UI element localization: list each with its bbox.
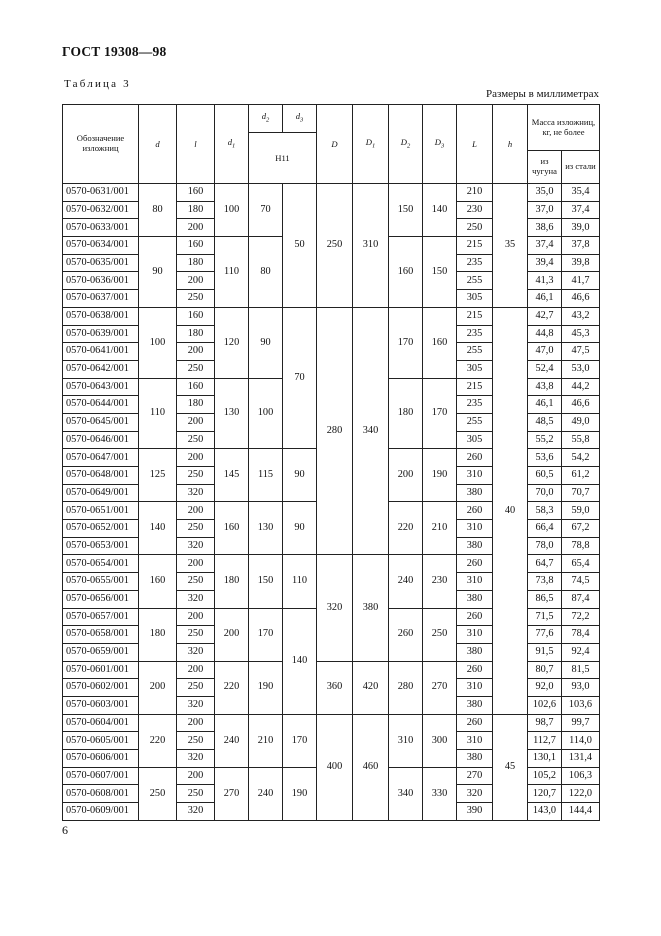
cell-mass-iron: 78,0 bbox=[528, 537, 562, 555]
col-header-d1: $d_1$ bbox=[215, 105, 249, 184]
cell-L: 390 bbox=[457, 803, 493, 821]
cell-D: 280 bbox=[317, 307, 353, 555]
cell-L: 255 bbox=[457, 343, 493, 361]
cell-mass-iron: 42,7 bbox=[528, 307, 562, 325]
cell-designation: 0570-0603/001 bbox=[63, 696, 139, 714]
cell-mass-iron: 86,5 bbox=[528, 590, 562, 608]
cell-l: 250 bbox=[177, 290, 215, 308]
cell-d1: 100 bbox=[215, 184, 249, 237]
cell-l: 320 bbox=[177, 484, 215, 502]
col-header-D3: $D_3$ bbox=[423, 105, 457, 184]
cell-mass-steel: 54,2 bbox=[562, 449, 600, 467]
cell-mass-steel: 46,6 bbox=[562, 396, 600, 414]
cell-d3: 90 bbox=[283, 502, 317, 555]
cell-l: 180 bbox=[177, 201, 215, 219]
cell-L: 310 bbox=[457, 467, 493, 485]
cell-D: 320 bbox=[317, 555, 353, 661]
cell-l: 250 bbox=[177, 679, 215, 697]
cell-mass-steel: 72,2 bbox=[562, 608, 600, 626]
cell-designation: 0570-0659/001 bbox=[63, 643, 139, 661]
cell-d2: 130 bbox=[249, 502, 283, 555]
cell-D2: 150 bbox=[389, 184, 423, 237]
cell-designation: 0570-0648/001 bbox=[63, 467, 139, 485]
cell-D2: 170 bbox=[389, 307, 423, 378]
cell-designation: 0570-0606/001 bbox=[63, 750, 139, 768]
cell-l: 250 bbox=[177, 431, 215, 449]
cell-D1: 310 bbox=[353, 184, 389, 308]
cell-mass-steel: 131,4 bbox=[562, 750, 600, 768]
cell-mass-iron: 71,5 bbox=[528, 608, 562, 626]
cell-designation: 0570-0647/001 bbox=[63, 449, 139, 467]
cell-D3: 150 bbox=[423, 237, 457, 308]
cell-mass-iron: 52,4 bbox=[528, 360, 562, 378]
cell-D3: 210 bbox=[423, 502, 457, 555]
cell-L: 270 bbox=[457, 767, 493, 785]
cell-d2: 190 bbox=[249, 661, 283, 714]
cell-d1: 200 bbox=[215, 608, 249, 661]
cell-d2: 115 bbox=[249, 449, 283, 502]
col-header-D2: $D_2$ bbox=[389, 105, 423, 184]
cell-designation: 0570-0638/001 bbox=[63, 307, 139, 325]
cell-l: 250 bbox=[177, 785, 215, 803]
cell-D2: 310 bbox=[389, 714, 423, 767]
col-header-h: h bbox=[493, 105, 528, 184]
cell-D: 250 bbox=[317, 184, 353, 308]
cell-D2: 240 bbox=[389, 555, 423, 608]
cell-mass-iron: 60,5 bbox=[528, 467, 562, 485]
cell-D2: 280 bbox=[389, 661, 423, 714]
cell-mass-iron: 48,5 bbox=[528, 413, 562, 431]
cell-mass-steel: 37,4 bbox=[562, 201, 600, 219]
cell-mass-iron: 130,1 bbox=[528, 750, 562, 768]
cell-mass-steel: 99,7 bbox=[562, 714, 600, 732]
col-header-tolerance: H11 bbox=[249, 133, 317, 184]
cell-d1: 270 bbox=[215, 767, 249, 820]
cell-D3: 230 bbox=[423, 555, 457, 608]
cell-L: 310 bbox=[457, 679, 493, 697]
cell-l: 160 bbox=[177, 307, 215, 325]
cell-d1: 120 bbox=[215, 307, 249, 378]
cell-designation: 0570-0645/001 bbox=[63, 413, 139, 431]
cell-L: 260 bbox=[457, 555, 493, 573]
cell-l: 200 bbox=[177, 413, 215, 431]
cell-l: 250 bbox=[177, 573, 215, 591]
cell-d: 250 bbox=[139, 767, 177, 820]
cell-l: 180 bbox=[177, 396, 215, 414]
cell-designation: 0570-0642/001 bbox=[63, 360, 139, 378]
cell-d2: 70 bbox=[249, 184, 283, 237]
cell-designation: 0570-0635/001 bbox=[63, 254, 139, 272]
cell-L: 235 bbox=[457, 254, 493, 272]
cell-D3: 330 bbox=[423, 767, 457, 820]
cell-mass-iron: 92,0 bbox=[528, 679, 562, 697]
cell-mass-steel: 70,7 bbox=[562, 484, 600, 502]
cell-designation: 0570-0605/001 bbox=[63, 732, 139, 750]
col-header-L: L bbox=[457, 105, 493, 184]
cell-mass-iron: 80,7 bbox=[528, 661, 562, 679]
cell-L: 380 bbox=[457, 537, 493, 555]
cell-L: 260 bbox=[457, 714, 493, 732]
cell-l: 320 bbox=[177, 750, 215, 768]
cell-l: 320 bbox=[177, 590, 215, 608]
cell-d1: 110 bbox=[215, 237, 249, 308]
cell-L: 230 bbox=[457, 201, 493, 219]
col-header-mass: Масса изложниц, кг, не более bbox=[528, 105, 600, 151]
cell-l: 200 bbox=[177, 608, 215, 626]
cell-designation: 0570-0651/001 bbox=[63, 502, 139, 520]
cell-designation: 0570-0631/001 bbox=[63, 184, 139, 202]
cell-d2: 170 bbox=[249, 608, 283, 661]
cell-d3: 50 bbox=[283, 184, 317, 308]
cell-d2: 100 bbox=[249, 378, 283, 449]
cell-D3: 160 bbox=[423, 307, 457, 378]
cell-mass-steel: 122,0 bbox=[562, 785, 600, 803]
col-header-d3: $d_3$ bbox=[283, 105, 317, 133]
cell-d3: 170 bbox=[283, 714, 317, 767]
cell-L: 250 bbox=[457, 219, 493, 237]
cell-designation: 0570-0637/001 bbox=[63, 290, 139, 308]
cell-d2: 80 bbox=[249, 237, 283, 308]
cell-L: 310 bbox=[457, 732, 493, 750]
cell-L: 255 bbox=[457, 413, 493, 431]
cell-designation: 0570-0652/001 bbox=[63, 520, 139, 538]
cell-L: 210 bbox=[457, 184, 493, 202]
cell-D2: 220 bbox=[389, 502, 423, 555]
cell-mass-steel: 35,4 bbox=[562, 184, 600, 202]
cell-l: 200 bbox=[177, 555, 215, 573]
cell-h: 35 bbox=[493, 184, 528, 308]
cell-mass-iron: 37,0 bbox=[528, 201, 562, 219]
cell-d: 140 bbox=[139, 502, 177, 555]
cell-mass-steel: 106,3 bbox=[562, 767, 600, 785]
cell-l: 200 bbox=[177, 714, 215, 732]
cell-l: 250 bbox=[177, 732, 215, 750]
cell-L: 235 bbox=[457, 325, 493, 343]
page-number: 6 bbox=[62, 823, 68, 837]
cell-d1: 145 bbox=[215, 449, 249, 502]
cell-D2: 160 bbox=[389, 237, 423, 308]
table-row bbox=[63, 184, 600, 202]
cell-mass-iron: 47,0 bbox=[528, 343, 562, 361]
cell-D2: 340 bbox=[389, 767, 423, 820]
cell-mass-steel: 49,0 bbox=[562, 413, 600, 431]
col-header-D: D bbox=[317, 105, 353, 184]
cell-designation: 0570-0634/001 bbox=[63, 237, 139, 255]
cell-mass-iron: 98,7 bbox=[528, 714, 562, 732]
cell-l: 250 bbox=[177, 520, 215, 538]
cell-designation: 0570-0608/001 bbox=[63, 785, 139, 803]
cell-D1: 420 bbox=[353, 661, 389, 714]
cell-L: 380 bbox=[457, 590, 493, 608]
cell-L: 380 bbox=[457, 643, 493, 661]
document-header: ГОСТ 19308—98 bbox=[62, 44, 167, 59]
cell-mass-iron: 38,6 bbox=[528, 219, 562, 237]
cell-l: 200 bbox=[177, 343, 215, 361]
cell-l: 200 bbox=[177, 219, 215, 237]
cell-designation: 0570-0653/001 bbox=[63, 537, 139, 555]
col-header-l: l bbox=[177, 105, 215, 184]
cell-mass-iron: 143,0 bbox=[528, 803, 562, 821]
cell-d1: 180 bbox=[215, 555, 249, 608]
cell-designation: 0570-0656/001 bbox=[63, 590, 139, 608]
cell-D3: 300 bbox=[423, 714, 457, 767]
cell-mass-iron: 77,6 bbox=[528, 626, 562, 644]
cell-mass-steel: 53,0 bbox=[562, 360, 600, 378]
cell-L: 255 bbox=[457, 272, 493, 290]
cell-designation: 0570-0644/001 bbox=[63, 396, 139, 414]
units-note: Размеры в миллиметрах bbox=[486, 88, 599, 100]
table-row bbox=[63, 307, 600, 325]
cell-l: 250 bbox=[177, 626, 215, 644]
cell-mass-iron: 41,3 bbox=[528, 272, 562, 290]
cell-d3: 140 bbox=[283, 608, 317, 714]
cell-mass-steel: 45,3 bbox=[562, 325, 600, 343]
cell-d1: 130 bbox=[215, 378, 249, 449]
cell-L: 310 bbox=[457, 520, 493, 538]
cell-D: 400 bbox=[317, 714, 353, 820]
cell-d: 180 bbox=[139, 608, 177, 661]
table-title: Таблица 3 bbox=[64, 78, 131, 90]
cell-l: 320 bbox=[177, 643, 215, 661]
cell-d2: 90 bbox=[249, 307, 283, 378]
cell-l: 320 bbox=[177, 803, 215, 821]
cell-mass-steel: 74,5 bbox=[562, 573, 600, 591]
cell-mass-steel: 39,0 bbox=[562, 219, 600, 237]
cell-d: 220 bbox=[139, 714, 177, 767]
cell-mass-iron: 70,0 bbox=[528, 484, 562, 502]
cell-D2: 260 bbox=[389, 608, 423, 661]
cell-mass-iron: 120,7 bbox=[528, 785, 562, 803]
table-row bbox=[63, 714, 600, 732]
cell-D3: 140 bbox=[423, 184, 457, 237]
cell-mass-steel: 114,0 bbox=[562, 732, 600, 750]
cell-mass-steel: 81,5 bbox=[562, 661, 600, 679]
cell-d: 160 bbox=[139, 555, 177, 608]
cell-L: 260 bbox=[457, 449, 493, 467]
cell-mass-steel: 93,0 bbox=[562, 679, 600, 697]
cell-mass-iron: 46,1 bbox=[528, 290, 562, 308]
cell-d2: 210 bbox=[249, 714, 283, 767]
cell-l: 200 bbox=[177, 272, 215, 290]
cell-designation: 0570-0636/001 bbox=[63, 272, 139, 290]
cell-L: 215 bbox=[457, 307, 493, 325]
cell-d: 200 bbox=[139, 661, 177, 714]
cell-L: 380 bbox=[457, 750, 493, 768]
cell-l: 250 bbox=[177, 467, 215, 485]
cell-d: 125 bbox=[139, 449, 177, 502]
cell-designation: 0570-0643/001 bbox=[63, 378, 139, 396]
cell-L: 380 bbox=[457, 484, 493, 502]
table-body bbox=[63, 184, 600, 821]
cell-mass-steel: 47,5 bbox=[562, 343, 600, 361]
cell-mass-steel: 41,7 bbox=[562, 272, 600, 290]
cell-l: 200 bbox=[177, 449, 215, 467]
col-header-mass-iron: из чугуна bbox=[528, 151, 562, 184]
cell-L: 305 bbox=[457, 360, 493, 378]
cell-mass-steel: 37,8 bbox=[562, 237, 600, 255]
cell-mass-steel: 44,2 bbox=[562, 378, 600, 396]
cell-L: 310 bbox=[457, 573, 493, 591]
cell-D2: 200 bbox=[389, 449, 423, 502]
col-header-mass-steel: из стали bbox=[562, 151, 600, 184]
cell-D3: 270 bbox=[423, 661, 457, 714]
cell-D1: 340 bbox=[353, 307, 389, 555]
cell-l: 320 bbox=[177, 696, 215, 714]
cell-designation: 0570-0646/001 bbox=[63, 431, 139, 449]
cell-designation: 0570-0609/001 bbox=[63, 803, 139, 821]
cell-D3: 170 bbox=[423, 378, 457, 449]
cell-L: 305 bbox=[457, 431, 493, 449]
cell-L: 215 bbox=[457, 237, 493, 255]
cell-mass-steel: 61,2 bbox=[562, 467, 600, 485]
cell-mass-steel: 78,8 bbox=[562, 537, 600, 555]
cell-d2: 240 bbox=[249, 767, 283, 820]
cell-L: 235 bbox=[457, 396, 493, 414]
col-header-d: d bbox=[139, 105, 177, 184]
cell-designation: 0570-0632/001 bbox=[63, 201, 139, 219]
cell-mass-iron: 73,8 bbox=[528, 573, 562, 591]
cell-l: 160 bbox=[177, 237, 215, 255]
cell-designation: 0570-0601/001 bbox=[63, 661, 139, 679]
cell-designation: 0570-0649/001 bbox=[63, 484, 139, 502]
cell-l: 200 bbox=[177, 661, 215, 679]
col-header-designation: Обозначение изложниц bbox=[63, 105, 139, 184]
cell-mass-steel: 43,2 bbox=[562, 307, 600, 325]
cell-mass-iron: 91,5 bbox=[528, 643, 562, 661]
cell-L: 260 bbox=[457, 661, 493, 679]
cell-L: 260 bbox=[457, 502, 493, 520]
cell-d3: 90 bbox=[283, 449, 317, 502]
cell-mass-steel: 55,8 bbox=[562, 431, 600, 449]
cell-l: 200 bbox=[177, 767, 215, 785]
col-header-d2: $d_2$ bbox=[249, 105, 283, 133]
cell-mass-iron: 112,7 bbox=[528, 732, 562, 750]
cell-D3: 250 bbox=[423, 608, 457, 661]
cell-L: 380 bbox=[457, 696, 493, 714]
cell-mass-iron: 64,7 bbox=[528, 555, 562, 573]
cell-designation: 0570-0641/001 bbox=[63, 343, 139, 361]
cell-L: 310 bbox=[457, 626, 493, 644]
cell-mass-iron: 102,6 bbox=[528, 696, 562, 714]
cell-designation: 0570-0655/001 bbox=[63, 573, 139, 591]
cell-mass-iron: 39,4 bbox=[528, 254, 562, 272]
cell-designation: 0570-0602/001 bbox=[63, 679, 139, 697]
cell-l: 160 bbox=[177, 184, 215, 202]
cell-d1: 220 bbox=[215, 661, 249, 714]
cell-mass-steel: 67,2 bbox=[562, 520, 600, 538]
cell-mass-steel: 59,0 bbox=[562, 502, 600, 520]
cell-l: 200 bbox=[177, 502, 215, 520]
cell-d3: 110 bbox=[283, 555, 317, 608]
cell-mass-steel: 39,8 bbox=[562, 254, 600, 272]
cell-L: 260 bbox=[457, 608, 493, 626]
cell-d1: 240 bbox=[215, 714, 249, 767]
cell-d1: 160 bbox=[215, 502, 249, 555]
cell-l: 250 bbox=[177, 360, 215, 378]
cell-D3: 190 bbox=[423, 449, 457, 502]
cell-d: 100 bbox=[139, 307, 177, 378]
cell-mass-iron: 105,2 bbox=[528, 767, 562, 785]
cell-designation: 0570-0633/001 bbox=[63, 219, 139, 237]
cell-mass-iron: 55,2 bbox=[528, 431, 562, 449]
cell-L: 305 bbox=[457, 290, 493, 308]
cell-mass-iron: 53,6 bbox=[528, 449, 562, 467]
cell-mass-iron: 58,3 bbox=[528, 502, 562, 520]
cell-l: 160 bbox=[177, 378, 215, 396]
cell-d: 90 bbox=[139, 237, 177, 308]
cell-mass-steel: 46,6 bbox=[562, 290, 600, 308]
cell-mass-iron: 43,8 bbox=[528, 378, 562, 396]
cell-mass-steel: 92,4 bbox=[562, 643, 600, 661]
cell-mass-iron: 35,0 bbox=[528, 184, 562, 202]
cell-d: 80 bbox=[139, 184, 177, 237]
cell-mass-steel: 103,6 bbox=[562, 696, 600, 714]
cell-l: 320 bbox=[177, 537, 215, 555]
cell-designation: 0570-0657/001 bbox=[63, 608, 139, 626]
cell-mass-steel: 144,4 bbox=[562, 803, 600, 821]
cell-mass-iron: 44,8 bbox=[528, 325, 562, 343]
cell-designation: 0570-0658/001 bbox=[63, 626, 139, 644]
cell-designation: 0570-0639/001 bbox=[63, 325, 139, 343]
cell-designation: 0570-0654/001 bbox=[63, 555, 139, 573]
cell-D1: 460 bbox=[353, 714, 389, 820]
cell-D: 360 bbox=[317, 661, 353, 714]
col-header-D1: $D_1$ bbox=[353, 105, 389, 184]
cell-d3: 70 bbox=[283, 307, 317, 449]
cell-d3: 190 bbox=[283, 767, 317, 820]
cell-designation: 0570-0604/001 bbox=[63, 714, 139, 732]
cell-D1: 380 bbox=[353, 555, 389, 661]
cell-mass-iron: 37,4 bbox=[528, 237, 562, 255]
cell-h: 45 bbox=[493, 714, 528, 820]
cell-mass-steel: 78,4 bbox=[562, 626, 600, 644]
cell-designation: 0570-0607/001 bbox=[63, 767, 139, 785]
cell-L: 320 bbox=[457, 785, 493, 803]
cell-mass-steel: 65,4 bbox=[562, 555, 600, 573]
mold-dimensions-table bbox=[62, 104, 600, 821]
cell-h: 40 bbox=[493, 307, 528, 714]
cell-mass-iron: 46,1 bbox=[528, 396, 562, 414]
cell-l: 180 bbox=[177, 254, 215, 272]
cell-d2: 150 bbox=[249, 555, 283, 608]
cell-l: 180 bbox=[177, 325, 215, 343]
cell-mass-steel: 87,4 bbox=[562, 590, 600, 608]
cell-D2: 180 bbox=[389, 378, 423, 449]
cell-mass-iron: 66,4 bbox=[528, 520, 562, 538]
cell-L: 215 bbox=[457, 378, 493, 396]
cell-d: 110 bbox=[139, 378, 177, 449]
